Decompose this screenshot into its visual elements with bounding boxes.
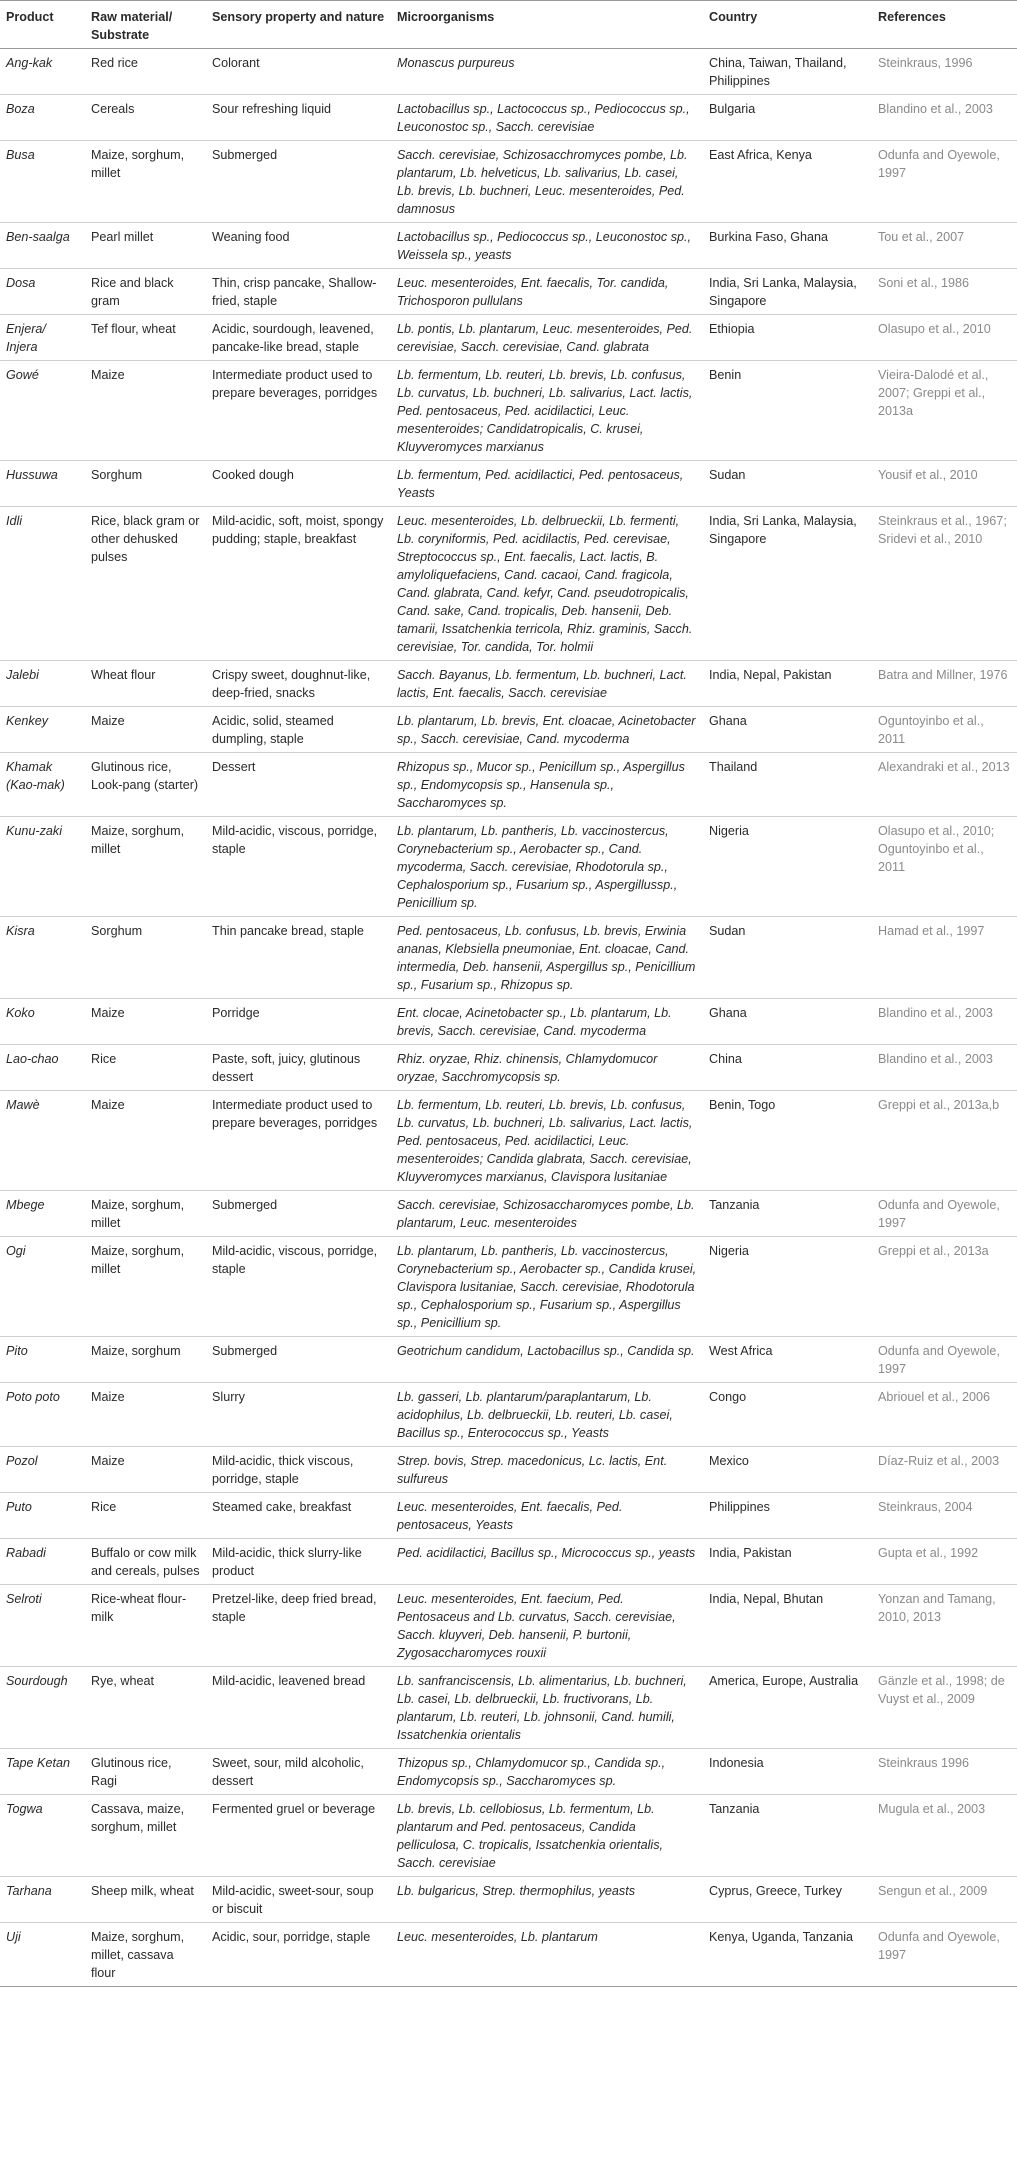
country-cell: West Africa: [703, 1337, 872, 1383]
table-row: [0, 999, 1017, 1045]
table-row: [0, 917, 1017, 999]
raw-material-cell: Sorghum: [85, 461, 206, 507]
sensory-cell: Slurry: [206, 1383, 391, 1447]
raw-material-cell: Rice: [85, 1045, 206, 1091]
raw-material-cell: Rye, wheat: [85, 1667, 206, 1749]
table-row: [0, 1749, 1017, 1795]
microorganisms-cell: Sacch. Bayanus, Lb. fermentum, Lb. buchneri, Lact. lactis, Ent. faecalis, Sacch. cerevisiae: [391, 661, 703, 707]
reference-cell: Blandino et al., 2003: [872, 999, 1017, 1045]
reference-cell: Tou et al., 2007: [872, 223, 1017, 269]
reference-cell: Alexandraki et al., 2013: [872, 753, 1017, 817]
raw-material-cell: Red rice: [85, 49, 206, 95]
microorganisms-cell: Lb. bulgaricus, Strep. thermophilus, yeasts: [391, 1877, 703, 1923]
microorganisms-cell: Lb. plantarum, Lb. pantheris, Lb. vaccinostercus, Corynebacterium sp., Aerobacter sp., Cand. mycoderma, Sacch. cerevisiae, Rhodotorula sp., Cephalosporium sp., Fusarium sp., Aspergillussp., Penicillium sp.: [391, 817, 703, 917]
raw-material-cell: Glutinous rice, Look-pang (starter): [85, 753, 206, 817]
country-cell: China, Taiwan, Thailand, Philippines: [703, 49, 872, 95]
microorganisms-cell: Strep. bovis, Strep. macedonicus, Lc. lactis, Ent. sulfureus: [391, 1447, 703, 1493]
product-cell: Tarhana: [0, 1877, 85, 1923]
microorganisms-cell: Ent. clocae, Acinetobacter sp., Lb. plantarum, Lb. brevis, Sacch. cerevisiae, Cand. mycoderma: [391, 999, 703, 1045]
country-cell: Ghana: [703, 707, 872, 753]
country-cell: Sudan: [703, 917, 872, 999]
header-sensory-property: Sensory property and nature: [206, 1, 391, 49]
product-cell: Pozol: [0, 1447, 85, 1493]
microorganisms-cell: Lb. fermentum, Ped. acidilactici, Ped. pentosaceus, Yeasts: [391, 461, 703, 507]
product-cell: Ang-kak: [0, 49, 85, 95]
reference-cell: Blandino et al., 2003: [872, 95, 1017, 141]
country-cell: East Africa, Kenya: [703, 141, 872, 223]
product-cell: Uji: [0, 1923, 85, 1987]
country-cell: India, Pakistan: [703, 1539, 872, 1585]
reference-cell: Díaz-Ruiz et al., 2003: [872, 1447, 1017, 1493]
table-row: [0, 1667, 1017, 1749]
raw-material-cell: Glutinous rice, Ragi: [85, 1749, 206, 1795]
microorganisms-cell: Lb. brevis, Lb. cellobiosus, Lb. fermentum, Lb. plantarum and Ped. pentosaceus, Candida pelliculosa, C. tropicalis, Issatchenkia orientalis, Sacch. cerevisiae: [391, 1795, 703, 1877]
raw-material-cell: Maize: [85, 707, 206, 753]
country-cell: Kenya, Uganda, Tanzania: [703, 1923, 872, 1987]
reference-cell: Abriouel et al., 2006: [872, 1383, 1017, 1447]
microorganisms-cell: Lb. plantarum, Lb. pantheris, Lb. vaccinostercus, Corynebacterium sp., Aerobacter sp., Candida krusei, Clavispora lusitaniae, Sacch. cerevisiae, Rhodotorula sp., Cephalosporium sp., Fusarium sp., Aspergillus sp., Penicillium sp.: [391, 1237, 703, 1337]
microorganisms-cell: Ped. acidilactici, Bacillus sp., Micrococcus sp., yeasts: [391, 1539, 703, 1585]
reference-cell: Oguntoyinbo et al., 2011: [872, 707, 1017, 753]
country-cell: Nigeria: [703, 1237, 872, 1337]
reference-cell: Greppi et al., 2013a,b: [872, 1091, 1017, 1191]
table-row: [0, 49, 1017, 95]
raw-material-cell: Maize, sorghum: [85, 1337, 206, 1383]
product-cell: Rabadi: [0, 1539, 85, 1585]
table-row: [0, 661, 1017, 707]
table-row: [0, 1539, 1017, 1585]
microorganisms-cell: Lb. fermentum, Lb. reuteri, Lb. brevis, Lb. confusus, Lb. curvatus, Lb. buchneri, Lb. salivarius, Lact. lactis, Ped. pentosaceus, Ped. acidilactici, Leuc. mesenteroides; Candida glabrata, Sacch. cerevisiae, Kluyveromyces marxianus, Clavispora lusitaniae: [391, 1091, 703, 1191]
product-cell: Ogi: [0, 1237, 85, 1337]
raw-material-cell: Buffalo or cow milk and cereals, pulses: [85, 1539, 206, 1585]
raw-material-cell: Cassava, maize, sorghum, millet: [85, 1795, 206, 1877]
reference-cell: Blandino et al., 2003: [872, 1045, 1017, 1091]
country-cell: India, Sri Lanka, Malaysia, Singapore: [703, 507, 872, 661]
country-cell: Ethiopia: [703, 315, 872, 361]
reference-cell: Hamad et al., 1997: [872, 917, 1017, 999]
microorganisms-cell: Leuc. mesenteroides, Lb. delbrueckii, Lb. fermenti, Lb. coryniformis, Ped. acidilactis, Ped. cerevisae, Streptococcus sp., Ent. faecalis, Lact. lactis, B. amyloliquefaciens, Cand. cacaoi, Cand. fragicola, Cand. glabrata, Cand. kefyr, Cand. pseudotropicalis, Cand. sake, Cand. tropicalis, Deb. hansenii, Deb. tamarii, Issatchenkia terricola, Rhiz. graminis, Sacch. cerevisiae, Tor. candida, Tor. holmii: [391, 507, 703, 661]
reference-cell: Steinkraus, 2004: [872, 1493, 1017, 1539]
sensory-cell: Dessert: [206, 753, 391, 817]
table-row: [0, 507, 1017, 661]
sensory-cell: Steamed cake, breakfast: [206, 1493, 391, 1539]
raw-material-cell: Rice and black gram: [85, 269, 206, 315]
raw-material-cell: Maize: [85, 999, 206, 1045]
microorganisms-cell: Lb. sanfranciscensis, Lb. alimentarius, Lb. buchneri, Lb. casei, Lb. delbrueckii, Lb. fructivorans, Lb. plantarum, Lb. reuteri, Lb. johnsonii, Cand. humili, Issatchenkia orientalis: [391, 1667, 703, 1749]
header-product: Product: [0, 1, 85, 49]
sensory-cell: Submerged: [206, 1191, 391, 1237]
raw-material-cell: Rice, black gram or other dehusked pulses: [85, 507, 206, 661]
microorganisms-cell: Lb. pontis, Lb. plantarum, Leuc. mesenteroides, Ped. cerevisiae, Sacch. cerevisiae, Cand. glabrata: [391, 315, 703, 361]
raw-material-cell: Maize, sorghum, millet, cassava flour: [85, 1923, 206, 1987]
reference-cell: Sengun et al., 2009: [872, 1877, 1017, 1923]
sensory-cell: Colorant: [206, 49, 391, 95]
raw-material-cell: Wheat flour: [85, 661, 206, 707]
table-row: [0, 1091, 1017, 1191]
reference-cell: Odunfa and Oyewole, 1997: [872, 141, 1017, 223]
table-row: [0, 707, 1017, 753]
reference-cell: Gänzle et al., 1998; de Vuyst et al., 2009: [872, 1667, 1017, 1749]
reference-cell: Yonzan and Tamang, 2010, 2013: [872, 1585, 1017, 1667]
table-row: [0, 817, 1017, 917]
country-cell: Thailand: [703, 753, 872, 817]
country-cell: India, Sri Lanka, Malaysia, Singapore: [703, 269, 872, 315]
sensory-cell: Submerged: [206, 1337, 391, 1383]
table-row: [0, 95, 1017, 141]
product-cell: Dosa: [0, 269, 85, 315]
raw-material-cell: Tef flour, wheat: [85, 315, 206, 361]
product-cell: Idli: [0, 507, 85, 661]
reference-cell: Mugula et al., 2003: [872, 1795, 1017, 1877]
microorganisms-cell: Sacch. cerevisiae, Schizosaccharomyces pombe, Lb. plantarum, Leuc. mesenteroides: [391, 1191, 703, 1237]
table-row: [0, 1383, 1017, 1447]
reference-cell: Steinkraus, 1996: [872, 49, 1017, 95]
microorganisms-cell: Geotrichum candidum, Lactobacillus sp., Candida sp.: [391, 1337, 703, 1383]
microorganisms-cell: Leuc. mesenteroides, Ent. faecalis, Tor. candida, Trichosporon pullulans: [391, 269, 703, 315]
microorganisms-cell: Ped. pentosaceus, Lb. confusus, Lb. brevis, Erwinia ananas, Klebsiella pneumoniae, Ent. cloacae, Cand. intermedia, Deb. hansenii, Aspergillus sp., Penicillium sp., Fusarium sp., Rhizopus sp.: [391, 917, 703, 999]
product-cell: Mawè: [0, 1091, 85, 1191]
product-cell: Selroti: [0, 1585, 85, 1667]
product-cell: Boza: [0, 95, 85, 141]
product-cell: Poto poto: [0, 1383, 85, 1447]
sensory-cell: Paste, soft, juicy, glutinous dessert: [206, 1045, 391, 1091]
product-cell: Busa: [0, 141, 85, 223]
microorganisms-cell: Lb. fermentum, Lb. reuteri, Lb. brevis, Lb. confusus, Lb. curvatus, Lb. buchneri, Lb. salivarius, Lact. lactis, Ped. pentosaceus, Ped. acidilactici, Leuc. mesenteroides; Candidatropicalis, C. krusei, Kluyveromyces marxianus: [391, 361, 703, 461]
sensory-cell: Thin pancake bread, staple: [206, 917, 391, 999]
table-row: [0, 141, 1017, 223]
microorganisms-cell: Rhiz. oryzae, Rhiz. chinensis, Chlamydomucor oryzae, Sacchromycopsis sp.: [391, 1045, 703, 1091]
table-row: [0, 269, 1017, 315]
sensory-cell: Cooked dough: [206, 461, 391, 507]
product-cell: Koko: [0, 999, 85, 1045]
product-cell: Lao-chao: [0, 1045, 85, 1091]
product-cell: Puto: [0, 1493, 85, 1539]
country-cell: America, Europe, Australia: [703, 1667, 872, 1749]
table-row: [0, 361, 1017, 461]
sensory-cell: Sweet, sour, mild alcoholic, dessert: [206, 1749, 391, 1795]
sensory-cell: Acidic, sourdough, leavened, pancake-like bread, staple: [206, 315, 391, 361]
country-cell: Sudan: [703, 461, 872, 507]
microorganisms-cell: Lactobacillus sp., Lactococcus sp., Pediococcus sp., Leuconostoc sp., Sacch. cerevisiae: [391, 95, 703, 141]
header-row: [0, 1, 1017, 49]
sensory-cell: Mild-acidic, viscous, porridge, staple: [206, 817, 391, 917]
product-cell: Ben-saalga: [0, 223, 85, 269]
raw-material-cell: Maize: [85, 1091, 206, 1191]
microorganisms-cell: Leuc. mesenteroides, Ent. faecium, Ped. Pentosaceus and Lb. curvatus, Sacch. cerevisiae, Sacch. kluyveri, Deb. hansenii, P. burtonii, Zygosaccharomyces rouxii: [391, 1585, 703, 1667]
raw-material-cell: Maize, sorghum, millet: [85, 1191, 206, 1237]
reference-cell: Odunfa and Oyewole, 1997: [872, 1923, 1017, 1987]
raw-material-cell: Cereals: [85, 95, 206, 141]
country-cell: Bulgaria: [703, 95, 872, 141]
raw-material-cell: Maize, sorghum, millet: [85, 141, 206, 223]
sensory-cell: Acidic, sour, porridge, staple: [206, 1923, 391, 1987]
product-cell: Jalebi: [0, 661, 85, 707]
product-cell: Mbege: [0, 1191, 85, 1237]
table-row: [0, 461, 1017, 507]
sensory-cell: Mild-acidic, soft, moist, spongy pudding; staple, breakfast: [206, 507, 391, 661]
raw-material-cell: Maize, sorghum, millet: [85, 1237, 206, 1337]
table-row: [0, 1923, 1017, 1987]
reference-cell: Soni et al., 1986: [872, 269, 1017, 315]
reference-cell: Steinkraus 1996: [872, 1749, 1017, 1795]
sensory-cell: Intermediate product used to prepare beverages, porridges: [206, 1091, 391, 1191]
raw-material-cell: Maize: [85, 1383, 206, 1447]
reference-cell: Yousif et al., 2010: [872, 461, 1017, 507]
country-cell: Mexico: [703, 1447, 872, 1493]
product-cell: Tape Ketan: [0, 1749, 85, 1795]
raw-material-cell: Maize, sorghum, millet: [85, 817, 206, 917]
sensory-cell: Mild-acidic, sweet-sour, soup or biscuit: [206, 1877, 391, 1923]
microorganisms-cell: Leuc. mesenteroides, Ent. faecalis, Ped. pentosaceus, Yeasts: [391, 1493, 703, 1539]
country-cell: India, Nepal, Bhutan: [703, 1585, 872, 1667]
product-cell: Togwa: [0, 1795, 85, 1877]
sensory-cell: Weaning food: [206, 223, 391, 269]
reference-cell: Vieira-Dalodé et al., 2007; Greppi et al., 2013a: [872, 361, 1017, 461]
microorganisms-cell: Lactobacillus sp., Pediococcus sp., Leuconostoc sp., Weissela sp., yeasts: [391, 223, 703, 269]
header-microorganisms: Microorganisms: [391, 1, 703, 49]
table-row: [0, 1493, 1017, 1539]
sensory-cell: Thin, crisp pancake, Shallow-fried, staple: [206, 269, 391, 315]
product-cell: Enjera/ Injera: [0, 315, 85, 361]
microorganisms-cell: Lb. plantarum, Lb. brevis, Ent. cloacae, Acinetobacter sp., Sacch. cerevisiae, Cand. mycoderma: [391, 707, 703, 753]
table-row: [0, 1795, 1017, 1877]
reference-cell: Gupta et al., 1992: [872, 1539, 1017, 1585]
table-row: [0, 1191, 1017, 1237]
reference-cell: Olasupo et al., 2010: [872, 315, 1017, 361]
country-cell: Nigeria: [703, 817, 872, 917]
raw-material-cell: Rice-wheat flour-milk: [85, 1585, 206, 1667]
sensory-cell: Intermediate product used to prepare beverages, porridges: [206, 361, 391, 461]
microorganisms-cell: Thizopus sp., Chlamydomucor sp., Candida sp., Endomycopsis sp., Saccharomyces sp.: [391, 1749, 703, 1795]
header-references: References: [872, 1, 1017, 49]
sensory-cell: Submerged: [206, 141, 391, 223]
product-cell: Kunu-zaki: [0, 817, 85, 917]
raw-material-cell: Maize: [85, 1447, 206, 1493]
country-cell: Cyprus, Greece, Turkey: [703, 1877, 872, 1923]
header-raw-material: Raw material/ Substrate: [85, 1, 206, 49]
product-cell: Sourdough: [0, 1667, 85, 1749]
product-cell: Kisra: [0, 917, 85, 999]
microorganisms-cell: Monascus purpureus: [391, 49, 703, 95]
reference-cell: Olasupo et al., 2010; Oguntoyinbo et al., 2011: [872, 817, 1017, 917]
table-header: [0, 1, 1017, 49]
raw-material-cell: Maize: [85, 361, 206, 461]
table-row: [0, 1585, 1017, 1667]
country-cell: Burkina Faso, Ghana: [703, 223, 872, 269]
table-row: [0, 1045, 1017, 1091]
reference-cell: Steinkraus et al., 1967; Sridevi et al., 2010: [872, 507, 1017, 661]
product-cell: Kenkey: [0, 707, 85, 753]
product-cell: Gowé: [0, 361, 85, 461]
raw-material-cell: Rice: [85, 1493, 206, 1539]
sensory-cell: Sour refreshing liquid: [206, 95, 391, 141]
sensory-cell: Mild-acidic, leavened bread: [206, 1667, 391, 1749]
sensory-cell: Crispy sweet, doughnut-like, deep-fried, snacks: [206, 661, 391, 707]
reference-cell: Greppi et al., 2013a: [872, 1237, 1017, 1337]
table-row: [0, 315, 1017, 361]
country-cell: China: [703, 1045, 872, 1091]
country-cell: India, Nepal, Pakistan: [703, 661, 872, 707]
table-body: [0, 49, 1017, 1987]
raw-material-cell: Sorghum: [85, 917, 206, 999]
sensory-cell: Mild-acidic, thick slurry-like product: [206, 1539, 391, 1585]
country-cell: Tanzania: [703, 1795, 872, 1877]
product-cell: Pito: [0, 1337, 85, 1383]
table-row: [0, 223, 1017, 269]
product-cell: Khamak (Kao-mak): [0, 753, 85, 817]
raw-material-cell: Sheep milk, wheat: [85, 1877, 206, 1923]
reference-cell: Odunfa and Oyewole, 1997: [872, 1191, 1017, 1237]
reference-cell: Odunfa and Oyewole, 1997: [872, 1337, 1017, 1383]
product-cell: Hussuwa: [0, 461, 85, 507]
sensory-cell: Porridge: [206, 999, 391, 1045]
reference-cell: Batra and Millner, 1976: [872, 661, 1017, 707]
sensory-cell: Pretzel-like, deep fried bread, staple: [206, 1585, 391, 1667]
country-cell: Indonesia: [703, 1749, 872, 1795]
microorganisms-cell: Lb. gasseri, Lb. plantarum/paraplantarum, Lb. acidophilus, Lb. delbrueckii, Lb. reuteri, Lb. casei, Bacillus sp., Enterococcus sp., Yeasts: [391, 1383, 703, 1447]
country-cell: Ghana: [703, 999, 872, 1045]
country-cell: Benin, Togo: [703, 1091, 872, 1191]
table-row: [0, 1237, 1017, 1337]
table-row: [0, 1337, 1017, 1383]
sensory-cell: Mild-acidic, thick viscous, porridge, staple: [206, 1447, 391, 1493]
raw-material-cell: Pearl millet: [85, 223, 206, 269]
header-country: Country: [703, 1, 872, 49]
table-row: [0, 753, 1017, 817]
microorganisms-cell: Sacch. cerevisiae, Schizosacchromyces pombe, Lb. plantarum, Lb. helveticus, Lb. salivarius, Lb. casei, Lb. brevis, Lb. buchneri, Leuc. mesenteroides, Ped. damnosus: [391, 141, 703, 223]
sensory-cell: Mild-acidic, viscous, porridge, staple: [206, 1237, 391, 1337]
microorganisms-cell: Rhizopus sp., Mucor sp., Penicillum sp., Aspergillus sp., Endomycopsis sp., Hansenula sp., Saccharomyces sp.: [391, 753, 703, 817]
sensory-cell: Fermented gruel or beverage: [206, 1795, 391, 1877]
sensory-cell: Acidic, solid, steamed dumpling, staple: [206, 707, 391, 753]
table-row: [0, 1877, 1017, 1923]
country-cell: Philippines: [703, 1493, 872, 1539]
country-cell: Tanzania: [703, 1191, 872, 1237]
table-row: [0, 1447, 1017, 1493]
country-cell: Congo: [703, 1383, 872, 1447]
microorganisms-cell: Leuc. mesenteroides, Lb. plantarum: [391, 1923, 703, 1987]
country-cell: Benin: [703, 361, 872, 461]
